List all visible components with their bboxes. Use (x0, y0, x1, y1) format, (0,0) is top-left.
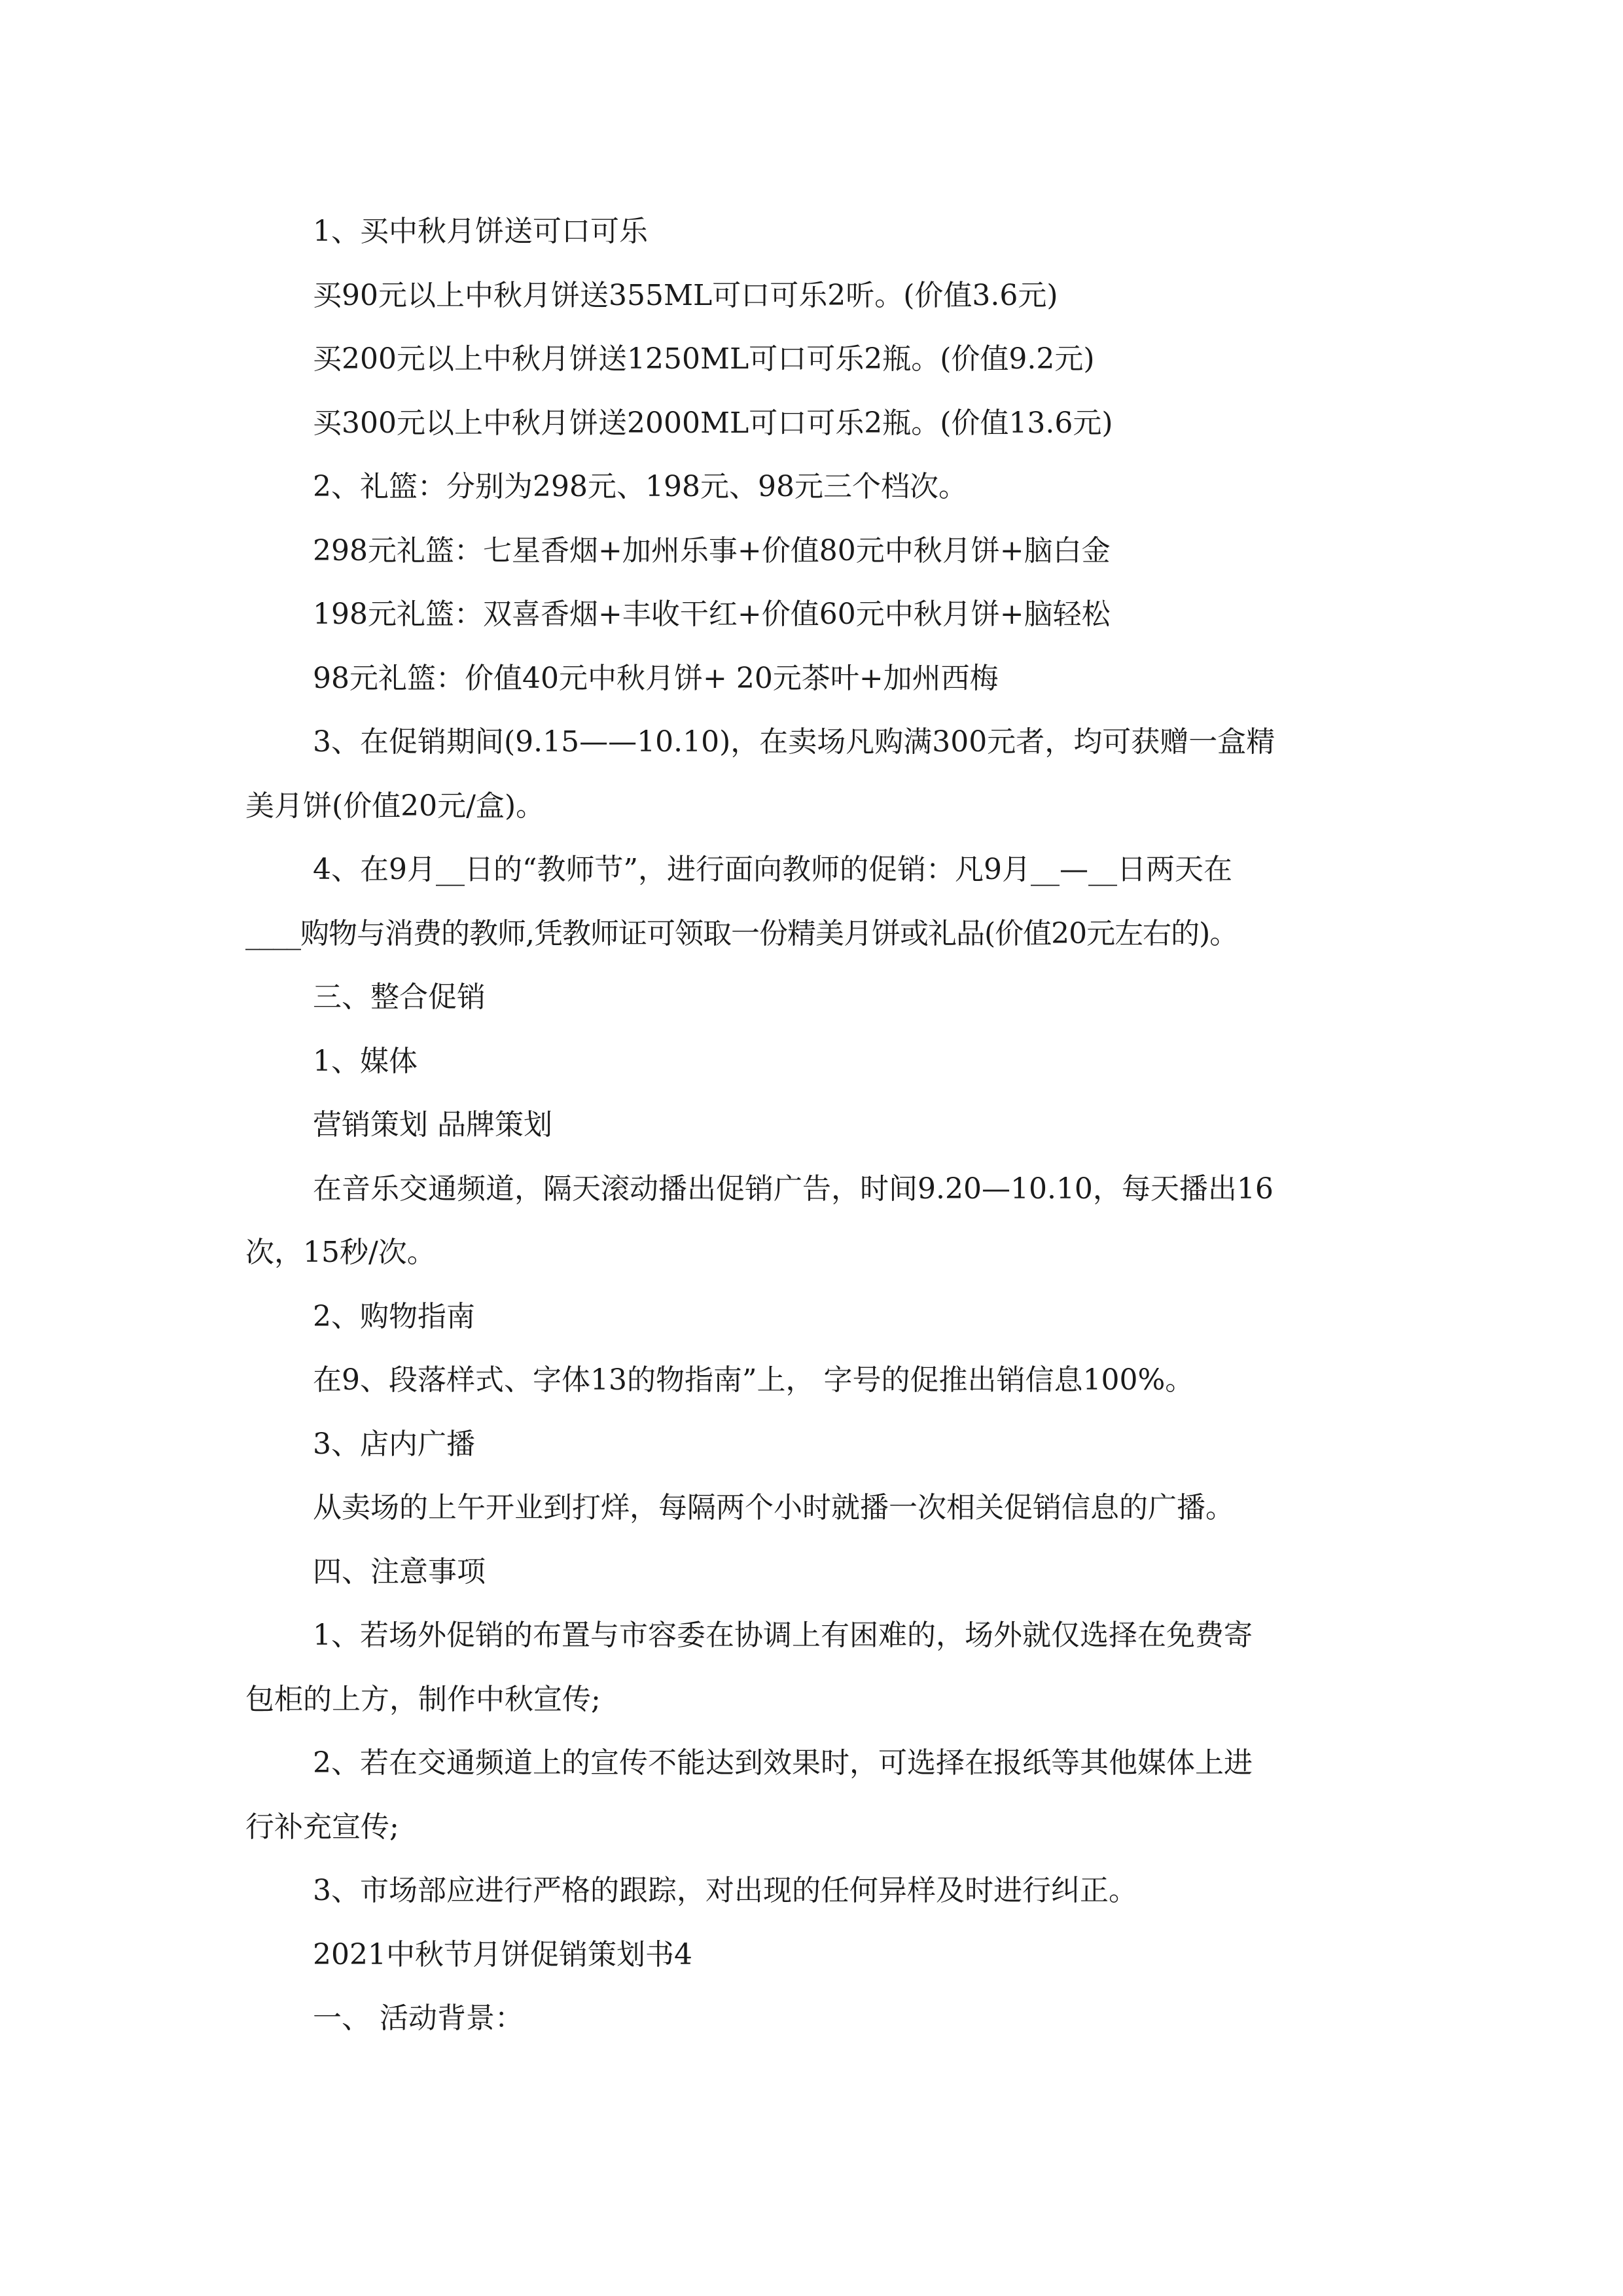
paragraph-line: 行补充宣传; (245, 1810, 399, 1844)
paragraph-line: 298元礼篮：七星香烟+加州乐事+价值80元中秋月饼+脑白金 (313, 533, 1111, 567)
paragraph-line: 2021中秋节月饼促销策划书4 (313, 1937, 692, 1971)
document-body (245, 200, 1397, 2051)
paragraph-line: 四、注意事项 (313, 1554, 486, 1588)
paragraph-line: ____购物与消费的教师,凭教师证可领取一份精美月饼或礼品(价值20元左右的)。 (245, 916, 1238, 950)
paragraph-line: 买200元以上中秋月饼送1250ML可口可乐2瓶。(价值9.2元) (313, 342, 1095, 376)
paragraph-line: 3、在促销期间(9.15——10.10)，在卖场凡购满300元者，均可获赠一盒精 (313, 725, 1275, 759)
paragraph-line: 买90元以上中秋月饼送355ML可口可乐2听。(价值3.6元) (313, 278, 1058, 312)
paragraph-line: 1、媒体 (313, 1044, 418, 1078)
paragraph-line: 从卖场的上午开业到打烊，每隔两个小时就播一次相关促销信息的广播。 (313, 1491, 1234, 1524)
paragraph-line: 2、购物指南 (313, 1299, 475, 1333)
paragraph-line: 2、若在交通频道上的宣传不能达到效果时，可选择在报纸等其他媒体上进 (313, 1746, 1253, 1780)
paragraph-line: 营销策划 品牌策划 (313, 1108, 552, 1141)
paragraph-line: 包柜的上方，制作中秋宣传; (245, 1682, 601, 1716)
paragraph-line: 3、店内广播 (313, 1427, 475, 1461)
paragraph-line: 三、整合促销 (313, 980, 486, 1014)
paragraph-line: 美月饼(价值20元/盒)。 (245, 789, 545, 823)
paragraph-line: 买300元以上中秋月饼送2000ML可口可乐2瓶。(价值13.6元) (313, 406, 1113, 440)
paragraph-line: 98元礼篮：价值40元中秋月饼+ 20元茶叶+加州西梅 (313, 661, 999, 695)
paragraph-line: 一、 活动背景： (313, 2001, 524, 2035)
paragraph-line: 1、买中秋月饼送可口可乐 (313, 215, 648, 248)
paragraph-line: 次，15秒/次。 (245, 1236, 436, 1269)
paragraph-line: 在音乐交通频道，隔天滚动播出促销广告，时间9.20—10.10，每天播出16 (313, 1172, 1274, 1206)
paragraph-line: 4、在9月__日的“教师节”，进行面向教师的促销：凡9月__—__日两天在 (313, 853, 1232, 886)
paragraph-line: 在9、段落样式、字体13的物指南”上， 字号的促推出销信息100%。 (313, 1363, 1194, 1397)
paragraph-line: 198元礼篮：双喜香烟+丰收干红+价值60元中秋月饼+脑轻松 (313, 598, 1111, 631)
paragraph-line: 2、礼篮：分别为298元、198元、98元三个档次。 (313, 470, 967, 503)
paragraph-line: 3、市场部应进行严格的跟踪，对出现的任何异样及时进行纠正。 (313, 1874, 1137, 1907)
paragraph-line: 1、若场外促销的布置与市容委在协调上有困难的，场外就仅选择在免费寄 (313, 1619, 1253, 1652)
